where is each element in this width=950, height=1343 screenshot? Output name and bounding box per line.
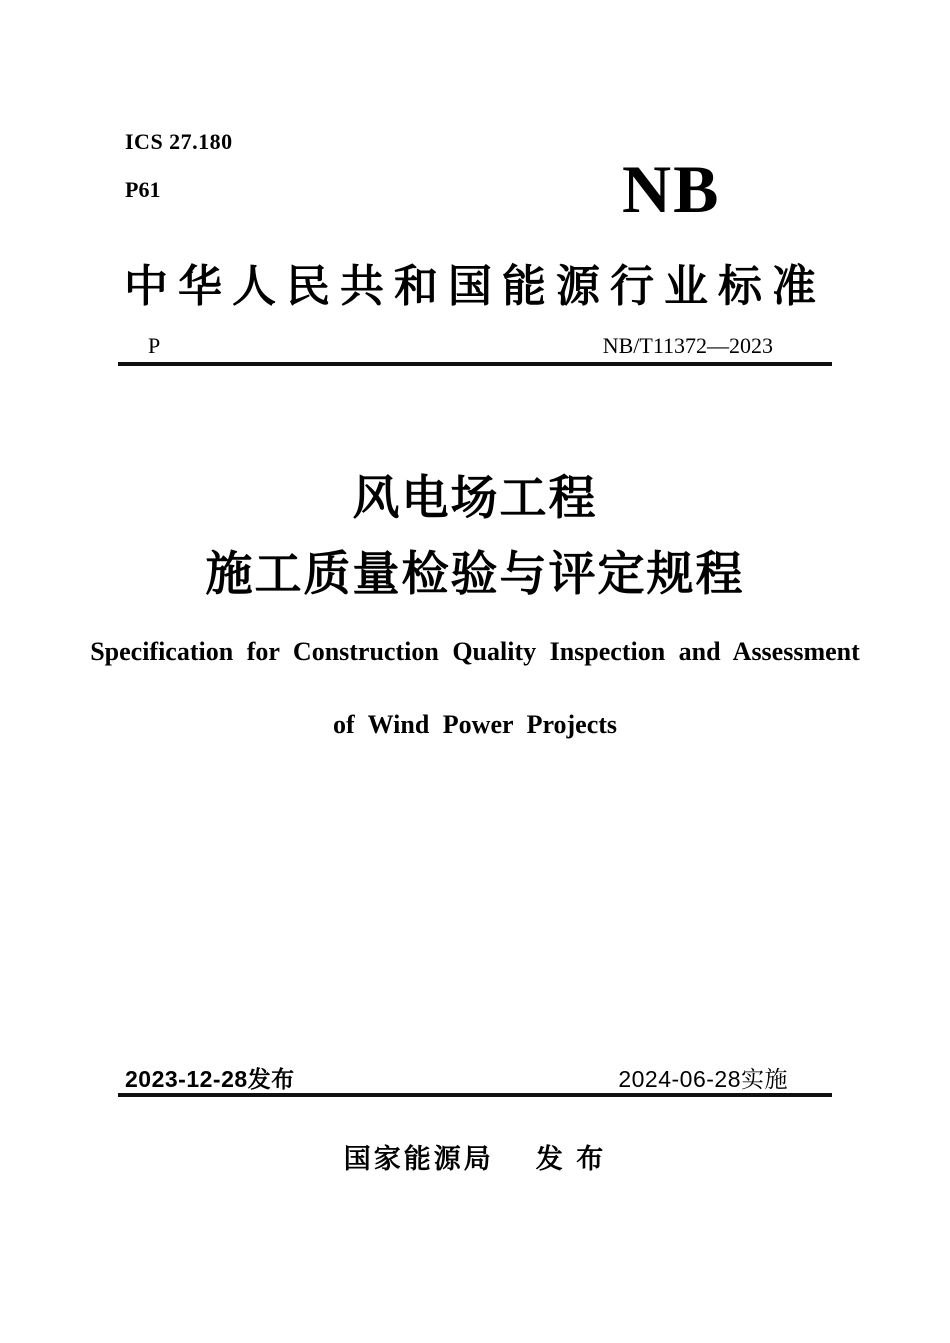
- title-chinese-line1: 风电场工程: [352, 471, 598, 524]
- footer-divider-rule: [118, 1093, 832, 1097]
- doc-class-letter: P: [148, 333, 161, 358]
- title-chinese-line2: 施工质量检验与评定规程: [205, 547, 745, 600]
- standard-number: NB/T11372—2023: [602, 333, 773, 358]
- standard-category-title: 中华人民共和国能源行业标准: [124, 262, 826, 311]
- title-english-line2: of Wind Power Projects: [332, 710, 618, 739]
- nb-standard-logo: NB: [622, 151, 721, 227]
- classification-code-label: P61: [125, 177, 161, 202]
- issue-date-label: 2023-12-28发布: [125, 1066, 295, 1092]
- title-english-line1: Specification for Construction Quality Inspection and Assessment: [90, 637, 860, 666]
- header-divider-rule: [118, 362, 832, 366]
- implementation-date-label: 2024-06-28实施: [618, 1066, 788, 1092]
- title-chinese: [0, 460, 950, 612]
- publisher-label: 国家能源局 发 布: [343, 1144, 607, 1174]
- ics-code-label: ICS 27.180: [125, 129, 233, 154]
